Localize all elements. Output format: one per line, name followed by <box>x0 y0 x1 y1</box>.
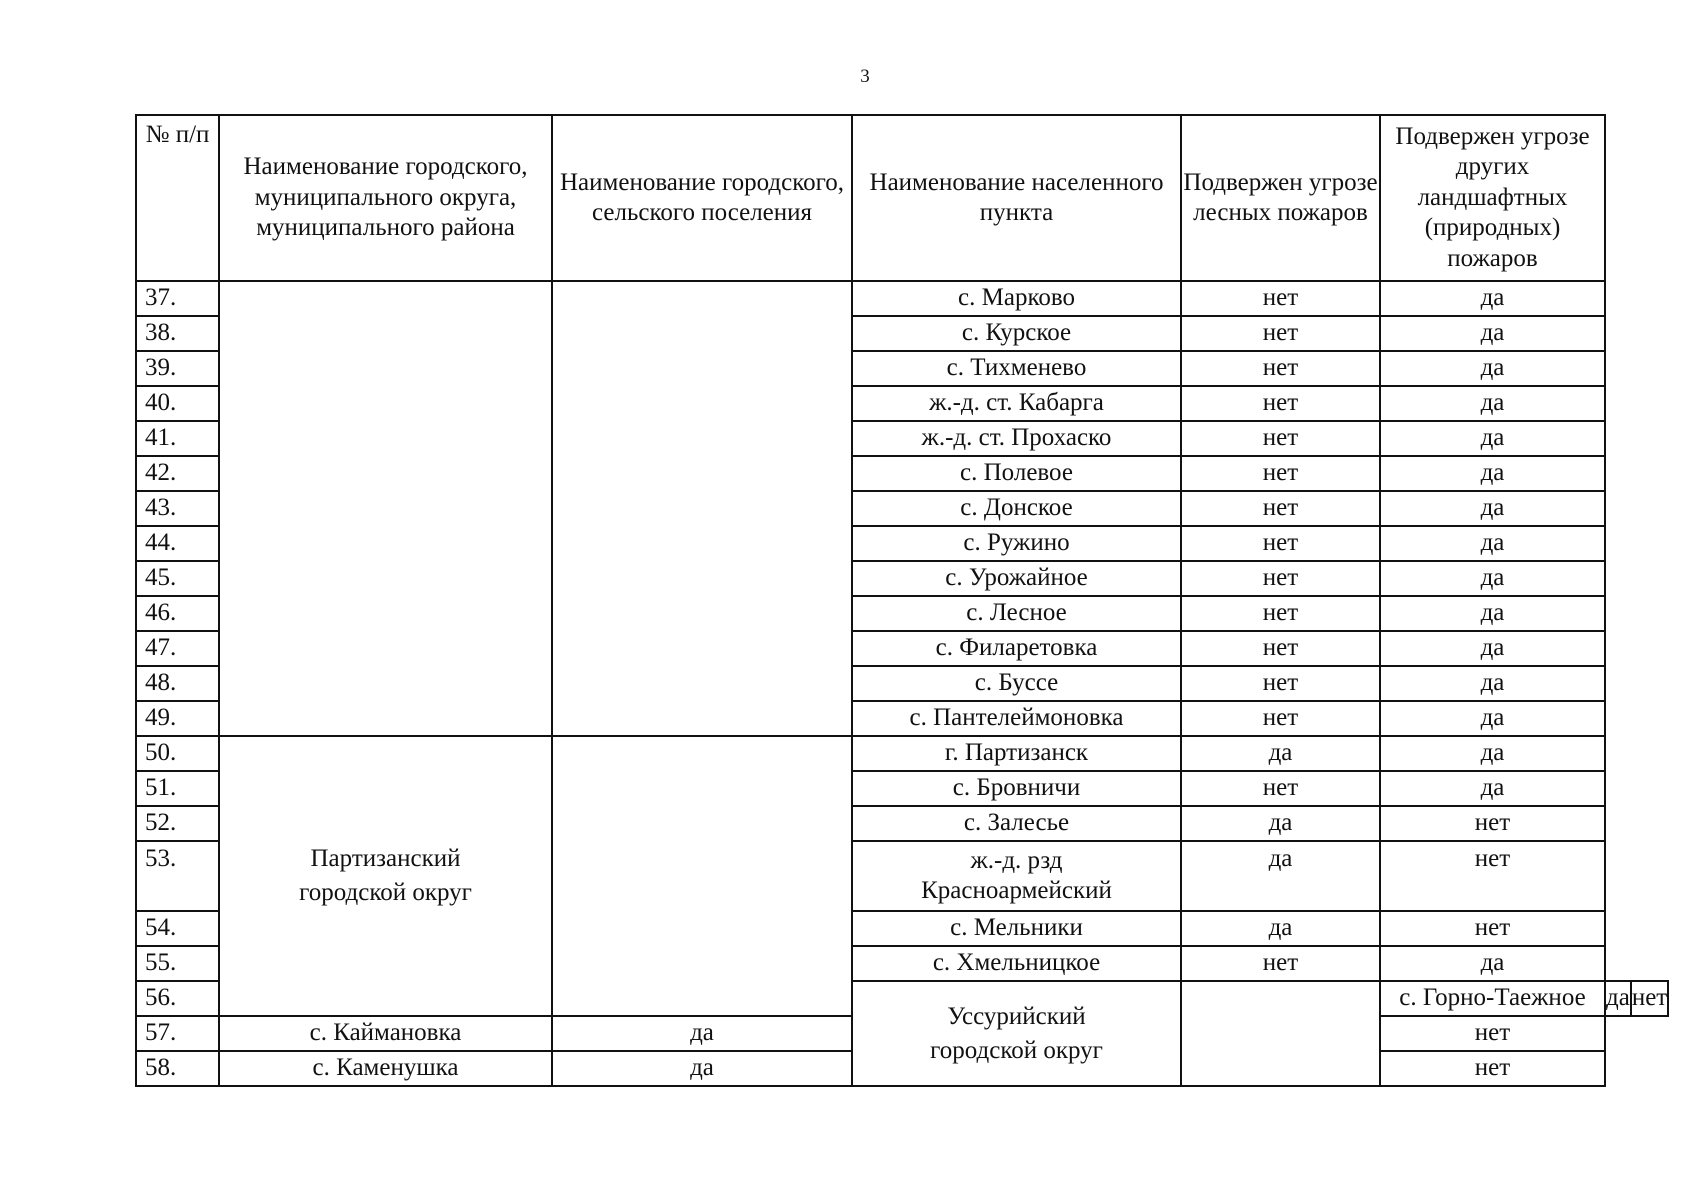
forest-risk-cell: да <box>1605 981 1631 1016</box>
row-number: 49. <box>136 701 219 736</box>
district-name-line: городской округ <box>930 1036 1103 1064</box>
forest-risk-cell: нет <box>1181 281 1380 316</box>
landscape-risk-cell: да <box>1380 351 1605 386</box>
table-header-row <box>136 115 1668 281</box>
district-name-line: Партизанский <box>310 845 461 873</box>
row-number: 57. <box>136 1016 219 1051</box>
locality-line: ж.-д. рзд <box>970 846 1063 874</box>
row-number: 52. <box>136 806 219 841</box>
locality-cell: с. Каймановка <box>219 1016 552 1051</box>
row-number: 44. <box>136 526 219 561</box>
landscape-risk-cell: нет <box>1380 911 1605 946</box>
locality-cell: с. Мельники <box>852 911 1181 946</box>
row-number: 43. <box>136 491 219 526</box>
locality-cell: с. Марково <box>852 281 1181 316</box>
row-number: 58. <box>136 1051 219 1086</box>
header-district: Наименование городского, муниципального округа, муниципального района <box>219 115 552 281</box>
forest-risk-cell: нет <box>1181 666 1380 701</box>
row-number: 53. <box>136 841 219 911</box>
landscape-risk-cell: да <box>1380 736 1605 771</box>
landscape-risk-cell: да <box>1380 386 1605 421</box>
landscape-risk-cell: да <box>1380 701 1605 736</box>
district-name-line: Уссурийский <box>947 1002 1086 1030</box>
landscape-risk-cell: да <box>1380 561 1605 596</box>
row-number: 54. <box>136 911 219 946</box>
locality-cell: с. Урожайное <box>852 561 1181 596</box>
table-row <box>136 736 1668 771</box>
landscape-risk-cell: да <box>1380 456 1605 491</box>
locality-cell: с. Тихменево <box>852 351 1181 386</box>
settlements-fire-risk-table <box>135 114 1669 1087</box>
landscape-risk-cell: нет <box>1380 1051 1605 1086</box>
row-number: 56. <box>136 981 219 1016</box>
locality-cell: с. Буссе <box>852 666 1181 701</box>
locality-cell: с. Лесное <box>852 596 1181 631</box>
forest-risk-cell: нет <box>1181 561 1380 596</box>
forest-risk-cell: да <box>1181 806 1380 841</box>
landscape-risk-cell: да <box>1380 946 1605 981</box>
header-locality: Наименование населенного пункта <box>852 115 1181 281</box>
locality-cell: ж.-д. ст. Кабарга <box>852 386 1181 421</box>
row-number: 45. <box>136 561 219 596</box>
locality-cell: с. Хмельницкое <box>852 946 1181 981</box>
row-number: 41. <box>136 421 219 456</box>
forest-risk-cell: нет <box>1181 456 1380 491</box>
landscape-risk-cell: да <box>1380 596 1605 631</box>
landscape-risk-cell: да <box>1380 316 1605 351</box>
row-number: 50. <box>136 736 219 771</box>
locality-cell: ж.-д. ст. Прохаско <box>852 421 1181 456</box>
header-number: № п/п <box>136 115 219 281</box>
row-number: 47. <box>136 631 219 666</box>
landscape-risk-cell: да <box>1380 491 1605 526</box>
forest-risk-cell: да <box>1181 736 1380 771</box>
landscape-risk-cell: нет <box>1380 841 1605 911</box>
forest-risk-cell: нет <box>1181 421 1380 456</box>
row-number: 48. <box>136 666 219 701</box>
landscape-risk-cell: да <box>1380 631 1605 666</box>
table-row <box>136 281 1668 316</box>
locality-cell <box>852 841 1181 911</box>
forest-risk-cell: нет <box>1181 526 1380 561</box>
header-forest-fire-risk: Подвержен угрозе лесных пожаров <box>1181 115 1380 281</box>
district-name-line: городской округ <box>299 879 472 906</box>
landscape-risk-cell: нет <box>1380 1016 1605 1051</box>
forest-risk-cell: нет <box>1181 596 1380 631</box>
locality-cell: с. Бровничи <box>852 771 1181 806</box>
page-number: 3 <box>860 66 870 87</box>
settlement-cell <box>552 281 852 736</box>
locality-cell: с. Ружино <box>852 526 1181 561</box>
settlement-cell <box>552 736 852 1016</box>
locality-cell: с. Филаретовка <box>852 631 1181 666</box>
locality-cell: с. Каменушка <box>219 1051 552 1086</box>
header-landscape-fire-risk: Подвержен угрозе других ландшафтных (природных) пожаров <box>1380 115 1605 281</box>
forest-risk-cell: нет <box>1181 491 1380 526</box>
forest-risk-cell: нет <box>1181 631 1380 666</box>
row-number: 46. <box>136 596 219 631</box>
row-number: 42. <box>136 456 219 491</box>
forest-risk-cell: да <box>1181 911 1380 946</box>
locality-line: Красноармейский <box>921 877 1112 904</box>
row-number: 37. <box>136 281 219 316</box>
landscape-risk-cell: да <box>1380 526 1605 561</box>
row-number: 40. <box>136 386 219 421</box>
locality-cell: с. Полевое <box>852 456 1181 491</box>
district-cell <box>219 736 552 1016</box>
forest-risk-cell: нет <box>1181 386 1380 421</box>
district-cell <box>852 981 1181 1086</box>
landscape-risk-cell: да <box>1380 421 1605 456</box>
locality-cell: с. Пантелеймоновка <box>852 701 1181 736</box>
district-cell <box>219 281 552 736</box>
row-number: 55. <box>136 946 219 981</box>
row-number: 38. <box>136 316 219 351</box>
locality-cell: с. Донское <box>852 491 1181 526</box>
forest-risk-cell: нет <box>1181 946 1380 981</box>
forest-risk-cell: да <box>1181 841 1380 911</box>
locality-cell: с. Горно-Таежное <box>1380 981 1605 1016</box>
row-number: 51. <box>136 771 219 806</box>
landscape-risk-cell: да <box>1380 666 1605 701</box>
landscape-risk-cell: нет <box>1631 981 1668 1016</box>
locality-cell: с. Курское <box>852 316 1181 351</box>
forest-risk-cell: нет <box>1181 771 1380 806</box>
forest-risk-cell: да <box>552 1051 852 1086</box>
locality-cell: с. Залесье <box>852 806 1181 841</box>
forest-risk-cell: нет <box>1181 701 1380 736</box>
landscape-risk-cell: да <box>1380 771 1605 806</box>
landscape-risk-cell: нет <box>1380 806 1605 841</box>
locality-cell: г. Партизанск <box>852 736 1181 771</box>
settlement-cell <box>1181 981 1380 1086</box>
landscape-risk-cell: да <box>1380 281 1605 316</box>
forest-risk-cell: да <box>552 1016 852 1051</box>
header-settlement: Наименование городского, сельского поселения <box>552 115 852 281</box>
row-number: 39. <box>136 351 219 386</box>
forest-risk-cell: нет <box>1181 351 1380 386</box>
forest-risk-cell: нет <box>1181 316 1380 351</box>
